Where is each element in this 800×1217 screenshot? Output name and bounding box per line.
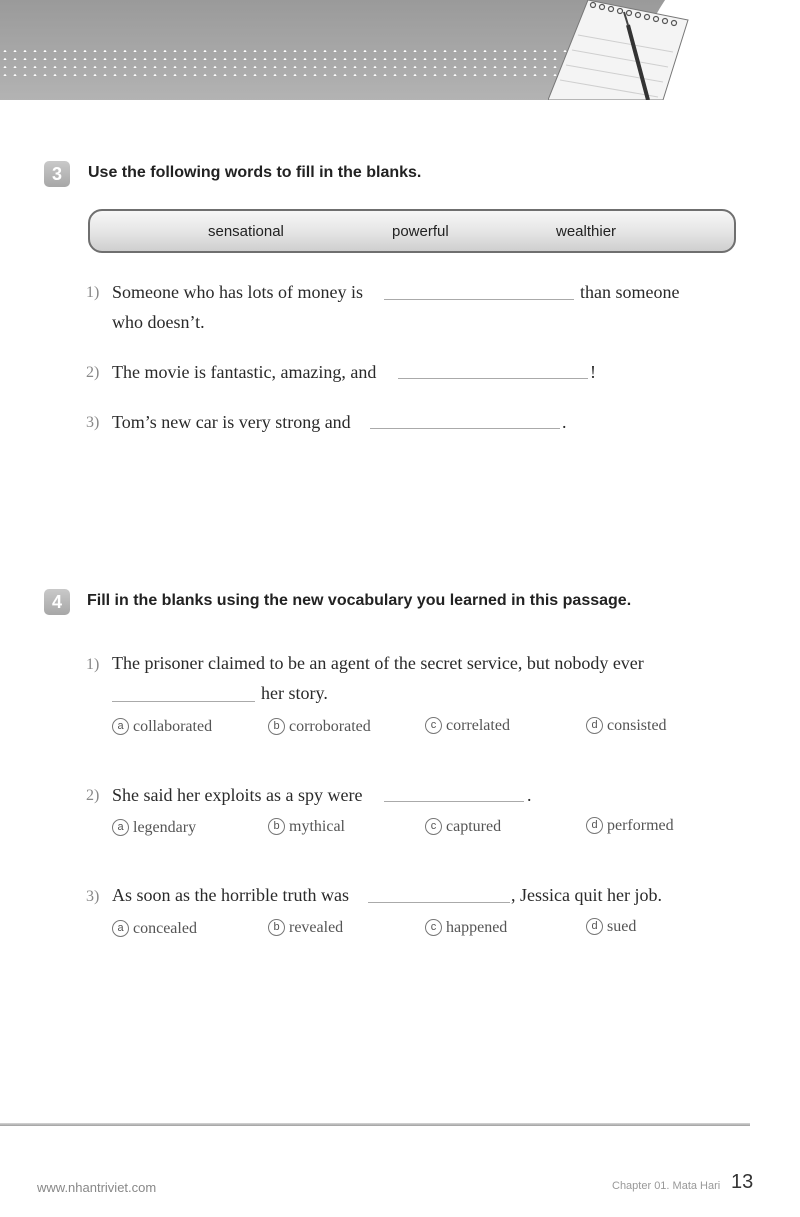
choice-d[interactable]: d performed <box>586 817 674 835</box>
question-text: The movie is fantastic, amazing, and <box>112 362 377 382</box>
choice-a[interactable]: a legendary <box>112 819 196 837</box>
choice-b[interactable]: b corroborated <box>268 718 371 736</box>
question-number: 3) <box>86 888 100 905</box>
question-text: . <box>562 412 567 432</box>
choice-c[interactable]: c correlated <box>425 717 510 735</box>
question-text: Tom’s new car is very strong and <box>112 412 351 432</box>
section-4-instruction: Fill in the blanks using the new vocabulary you learned in this passage. <box>87 592 632 609</box>
page-number: 13 <box>731 1171 754 1193</box>
question-number: 3) <box>86 414 100 431</box>
section-3-instruction: Use the following words to fill in the blanks. <box>88 164 422 181</box>
answer-blank[interactable] <box>370 428 560 429</box>
choice-a[interactable]: a concealed <box>112 920 197 938</box>
choice-b[interactable]: b revealed <box>268 919 343 937</box>
answer-blank[interactable] <box>112 701 255 702</box>
choice-c[interactable]: c happened <box>425 919 507 937</box>
word-bank-item: sensational <box>208 223 284 240</box>
question-text: The prisoner claimed to be an agent of the secret service, but nobody ever <box>112 653 644 673</box>
footer-rule <box>0 1123 750 1126</box>
footer-url: www.nhantriviet.com <box>37 1180 157 1195</box>
choice-c[interactable]: c captured <box>425 818 501 836</box>
question-text: , Jessica quit her job. <box>511 885 662 905</box>
word-bank-item: powerful <box>392 223 449 240</box>
question-text: Someone who has lots of money is <box>112 282 363 302</box>
question-text: who doesn’t. <box>112 312 205 332</box>
answer-blank[interactable] <box>384 801 524 802</box>
choice-d[interactable]: d consisted <box>586 717 667 735</box>
choice-b[interactable]: b mythical <box>268 818 345 836</box>
choice-d[interactable]: d sued <box>586 918 636 936</box>
question-text: ! <box>590 362 596 382</box>
question-number: 2) <box>86 787 100 804</box>
word-bank-item: wealthier <box>556 223 617 240</box>
notepad-pen-illustration <box>548 0 698 100</box>
answer-blank[interactable] <box>384 299 574 300</box>
question-text: As soon as the horrible truth was <box>112 885 349 905</box>
question-number: 1) <box>86 656 100 673</box>
section-4-badge: 4 <box>44 589 70 615</box>
answer-blank[interactable] <box>368 902 510 903</box>
question-number: 1) <box>86 284 100 301</box>
question-text: her story. <box>261 683 328 703</box>
word-bank <box>88 209 736 253</box>
question-text: than someone <box>580 282 680 302</box>
choice-a[interactable]: a collaborated <box>112 718 212 736</box>
question-text: She said her exploits as a spy were <box>112 785 363 805</box>
question-text: . <box>527 785 532 805</box>
section-3-badge: 3 <box>44 161 70 187</box>
answer-blank[interactable] <box>398 378 588 379</box>
question-number: 2) <box>86 364 100 381</box>
footer-chapter: Chapter 01. Mata Hari <box>612 1180 721 1192</box>
